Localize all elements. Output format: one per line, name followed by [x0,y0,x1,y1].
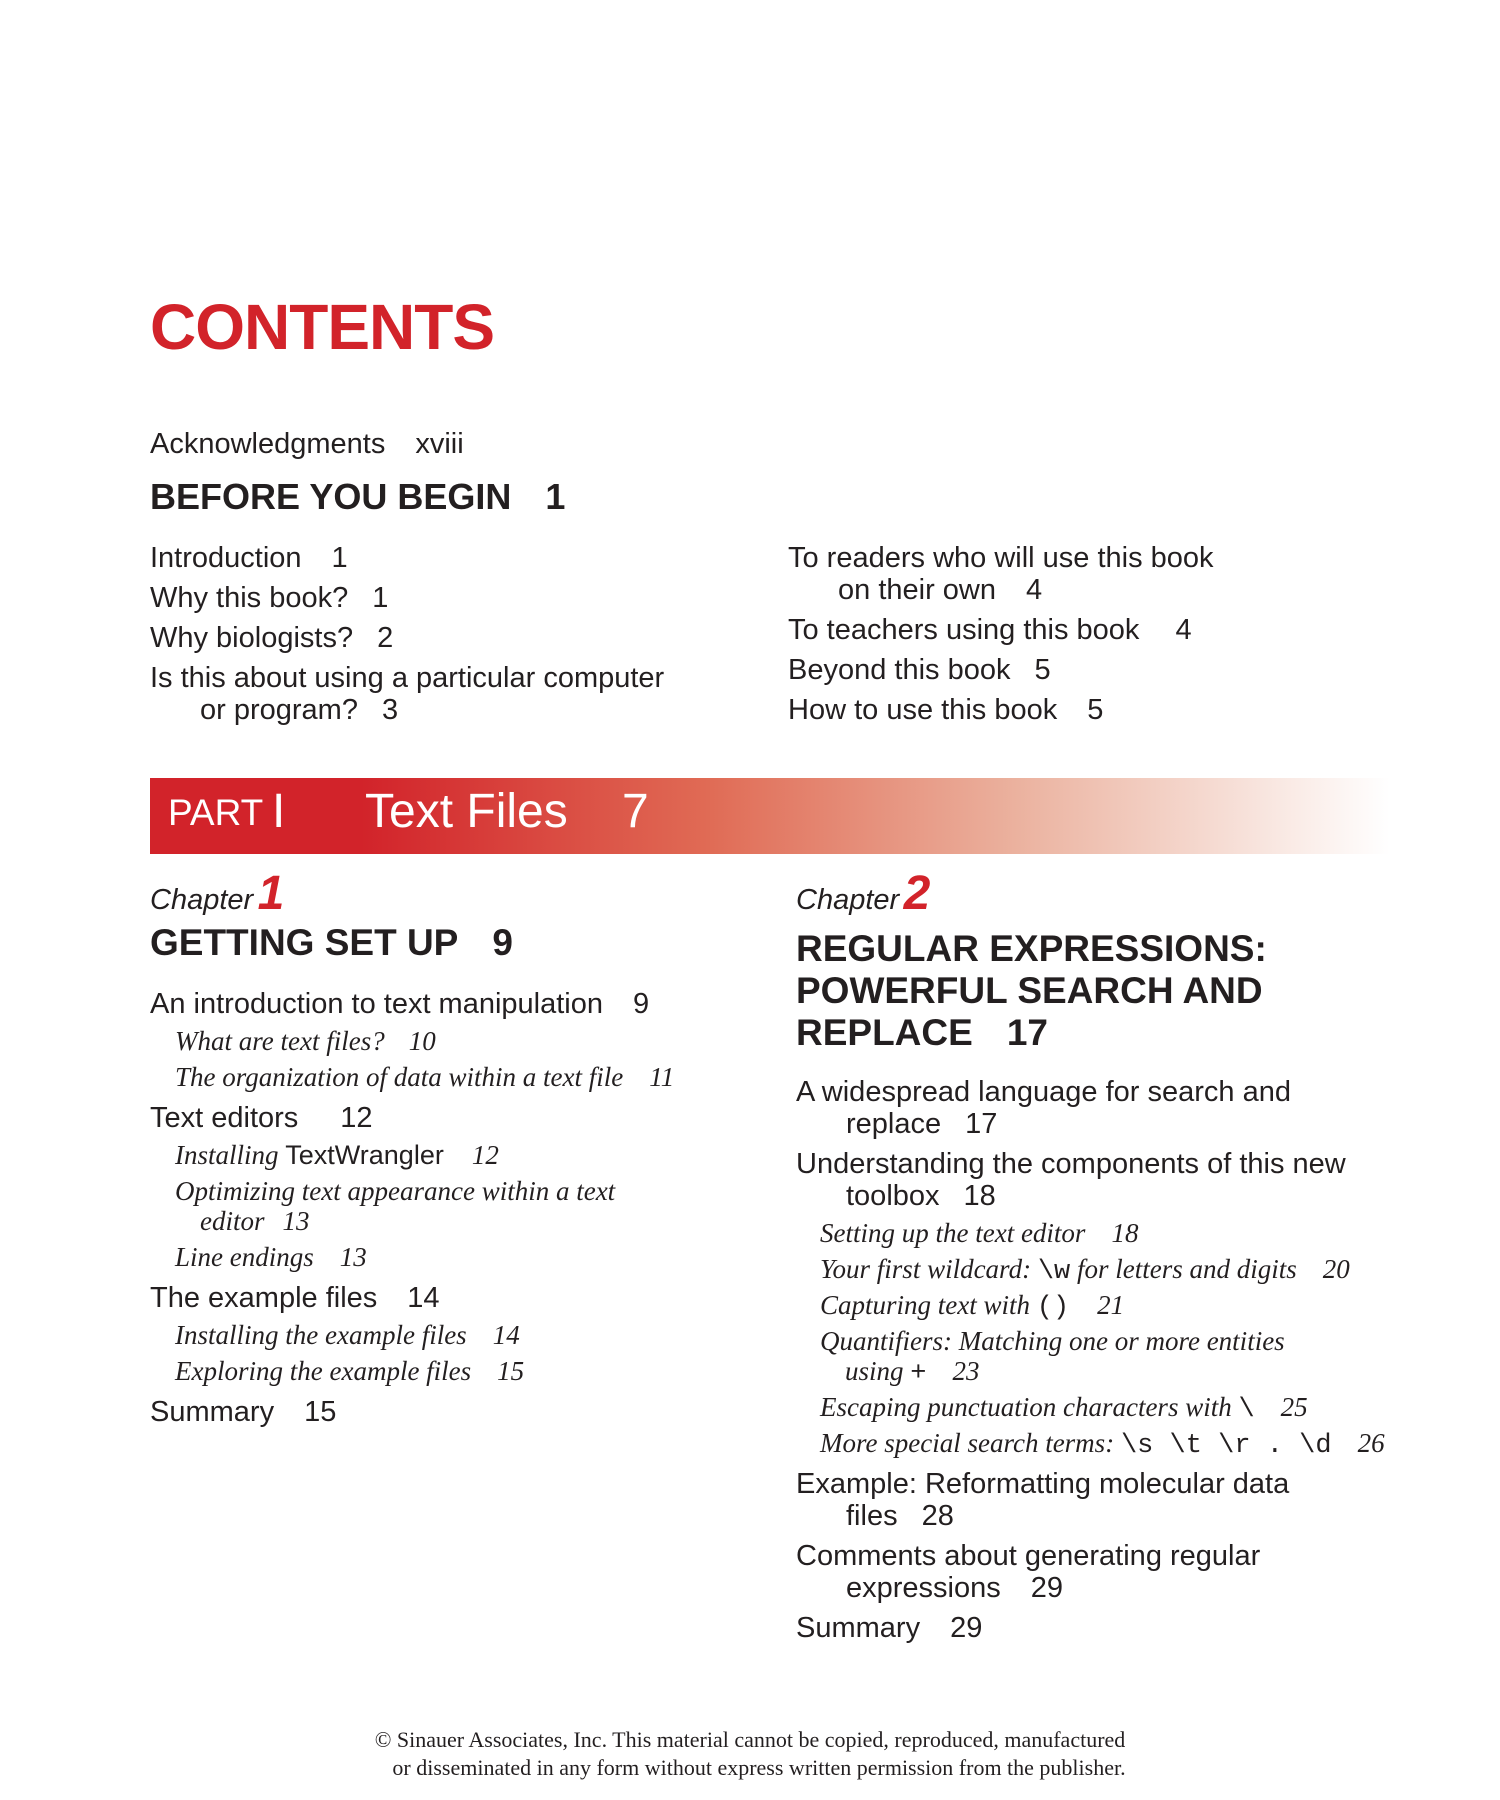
entry-label-cont: or program? [200,694,358,726]
entry-label-cont: using [845,1356,904,1386]
entry-label-cont: replace [846,1108,942,1140]
entry-label-cont: toolbox [846,1180,940,1212]
toc-subentry[interactable] [820,1326,1285,1356]
toc-entry[interactable] [150,622,393,654]
copyright-notice [0,1726,1500,1782]
entry-code: \ [1238,1395,1255,1425]
toc-subentry[interactable] [820,1392,1308,1425]
entry-page: 5 [1087,694,1104,726]
entry-label: Installing [175,1140,279,1170]
section-label: BEFORE YOU BEGIN [150,476,512,517]
toc-subentry[interactable] [175,1026,436,1056]
toc-entry[interactable] [796,1540,1260,1572]
entry-label-cont: expressions [846,1572,1001,1604]
copyright-line-2: or disseminated in any form without express written permission from the publisher. [392,1755,1126,1780]
toc-entry-continued[interactable] [846,1572,1063,1604]
entry-page: 4 [1175,614,1192,646]
section-page: 1 [545,476,566,517]
entry-label: Why this book? [150,582,349,614]
entry-label: Comments about generating regular [796,1540,1261,1572]
entry-page: 13 [282,1206,310,1236]
entry-label: Installing the example files [175,1320,467,1350]
entry-page: 10 [408,1026,436,1056]
entry-label: More special search terms: [820,1428,1115,1458]
entry-label: Setting up the text editor [820,1218,1086,1248]
copyright-line-1: © Sinauer Associates, Inc. This material cannot be copied, reproduced, manufactured [374,1727,1126,1752]
entry-page: 1 [331,542,348,574]
entry-page: 23 [952,1356,980,1386]
page-title: CONTENTS [150,291,494,363]
entry-label: To readers who will use this book [788,542,1214,574]
toc-subentry[interactable] [175,1320,520,1350]
entry-label: Introduction [150,542,302,574]
entry-page: 18 [1111,1218,1139,1248]
part-banner-underline [338,854,1390,856]
entry-label-cont: files [846,1500,898,1532]
part-title: Text Files [365,785,568,838]
entry-label: Quantifiers: Matching one or more entities [820,1326,1285,1356]
chapter-page: 9 [492,922,513,963]
toc-entry[interactable] [796,1148,1346,1180]
entry-code: \s \t \r . \d [1120,1431,1332,1461]
toc-entry[interactable] [150,1102,373,1134]
chapter-number: 1 [257,867,285,920]
entry-label: Capturing text with [820,1290,1031,1320]
part-label: PART [168,792,264,833]
entry-page: 9 [633,988,650,1020]
entry-page: 5 [1034,654,1051,686]
toc-subentry[interactable] [175,1356,524,1386]
chapter-title: GETTING SET UP [150,922,459,963]
entry-label: To teachers using this book [788,614,1140,646]
toc-entry-continued[interactable] [846,1108,997,1140]
toc-entry[interactable] [150,582,388,614]
chapter-2-heading [796,866,930,921]
toc-entry-continued[interactable] [846,1180,996,1212]
toc-entry[interactable] [788,654,1051,686]
toc-subentry[interactable] [175,1062,674,1092]
entry-label: An introduction to text manipulation [150,988,603,1020]
toc-entry-continued[interactable] [200,694,398,726]
toc-entry[interactable] [788,542,1214,574]
entry-page: 12 [340,1102,373,1134]
entry-label: Exploring the example files [175,1356,472,1386]
toc-subentry[interactable] [820,1290,1124,1323]
part-banner[interactable] [150,778,1390,854]
toc-subentry[interactable] [175,1140,499,1170]
entry-label: Escaping punctuation characters with [820,1392,1232,1422]
toc-entry[interactable] [796,1076,1291,1108]
entry-label: Text editors [150,1102,299,1134]
entry-page: 26 [1357,1428,1385,1458]
entry-label: What are text files? [175,1026,385,1056]
chapter-2-title-line-3[interactable] [796,1012,1048,1054]
section-before-you-begin[interactable] [150,476,565,518]
toc-subentry[interactable] [820,1428,1385,1461]
chapter-title: REPLACE [796,1012,973,1053]
entry-page: 25 [1280,1392,1308,1422]
entry-label: Is this about using a particular computer [150,662,665,694]
entry-label-after: for letters and digits [1076,1254,1297,1284]
chapter-1-title[interactable] [150,922,513,964]
chapter-2-title-line-1[interactable]: REGULAR EXPRESSIONS: [796,928,1267,969]
part-number: I [272,785,286,838]
entry-label: Summary [150,1396,275,1428]
entry-page: 20 [1322,1254,1350,1284]
toc-entry[interactable] [150,1282,440,1314]
chapter-2-title-line-2[interactable]: POWERFUL SEARCH AND [796,970,1263,1011]
entry-page: 14 [407,1282,440,1314]
entry-page: 11 [649,1062,675,1092]
chapter-1-heading [150,866,284,921]
entry-label: Understanding the components of this new [796,1148,1346,1180]
entry-page: 18 [963,1180,996,1212]
entry-page: 28 [921,1500,954,1532]
chapter-number: 2 [903,867,931,920]
entry-page: 3 [381,694,399,726]
toc-entry[interactable] [796,1468,1289,1500]
entry-label: Why biologists? [150,622,354,654]
entry-page: 13 [339,1242,367,1272]
entry-label: Your first wildcard: [820,1254,1032,1284]
entry-code: () [1036,1293,1070,1323]
entry-page: 15 [497,1356,525,1386]
entry-label-program: TextWrangler [285,1140,444,1170]
entry-label: Summary [796,1612,921,1644]
entry-page: 29 [950,1612,983,1644]
entry-label: Beyond this book [788,654,1011,686]
entry-label: Optimizing text appearance within a text [175,1176,616,1206]
toc-entry[interactable] [796,1612,982,1644]
entry-label-cont: on their own [838,574,996,606]
toc-entry-acknowledgments[interactable] [150,428,464,460]
entry-page: 15 [304,1396,337,1428]
toc-entry[interactable] [150,1396,336,1428]
toc-subentry[interactable] [820,1254,1350,1287]
toc-subentry-continued[interactable] [845,1356,979,1389]
entry-page: 17 [965,1108,998,1140]
entry-label: Line endings [175,1242,314,1272]
toc-subentry-continued[interactable] [200,1206,310,1236]
entry-page: 12 [471,1140,499,1170]
entry-code: \w [1037,1257,1071,1287]
toc-entry-continued[interactable] [838,574,1042,606]
chapter-label: Chapter [796,884,900,916]
toc-subentry[interactable] [820,1218,1138,1248]
chapter-page: 17 [1006,1012,1048,1053]
entry-label: Acknowledgments [150,428,386,460]
entry-page: 29 [1030,1572,1064,1604]
part-page: 7 [622,785,649,838]
entry-code: + [910,1359,927,1389]
entry-page: 21 [1097,1290,1125,1320]
entry-page: 2 [377,622,394,654]
entry-label: A widespread language for search and [796,1076,1291,1108]
entry-label: The organization of data within a text file [175,1062,624,1092]
chapter-label: Chapter [150,884,254,916]
toc-entry[interactable] [788,694,1103,726]
toc-subentry[interactable] [175,1176,615,1206]
toc-entry[interactable] [150,988,649,1020]
entry-label: The example files [150,1282,378,1314]
toc-entry[interactable] [788,614,1192,646]
toc-subentry[interactable] [175,1242,367,1272]
entry-label: How to use this book [788,694,1058,726]
toc-entry-continued[interactable] [846,1500,954,1532]
entry-page: xviii [415,428,464,460]
toc-entry[interactable] [150,662,664,694]
entry-label-cont: editor [200,1206,265,1236]
entry-label: Example: Reformatting molecular data [796,1468,1290,1500]
toc-entry[interactable] [150,542,348,574]
entry-page: 1 [372,582,389,614]
entry-page: 4 [1026,574,1043,606]
entry-page: 14 [492,1320,520,1350]
